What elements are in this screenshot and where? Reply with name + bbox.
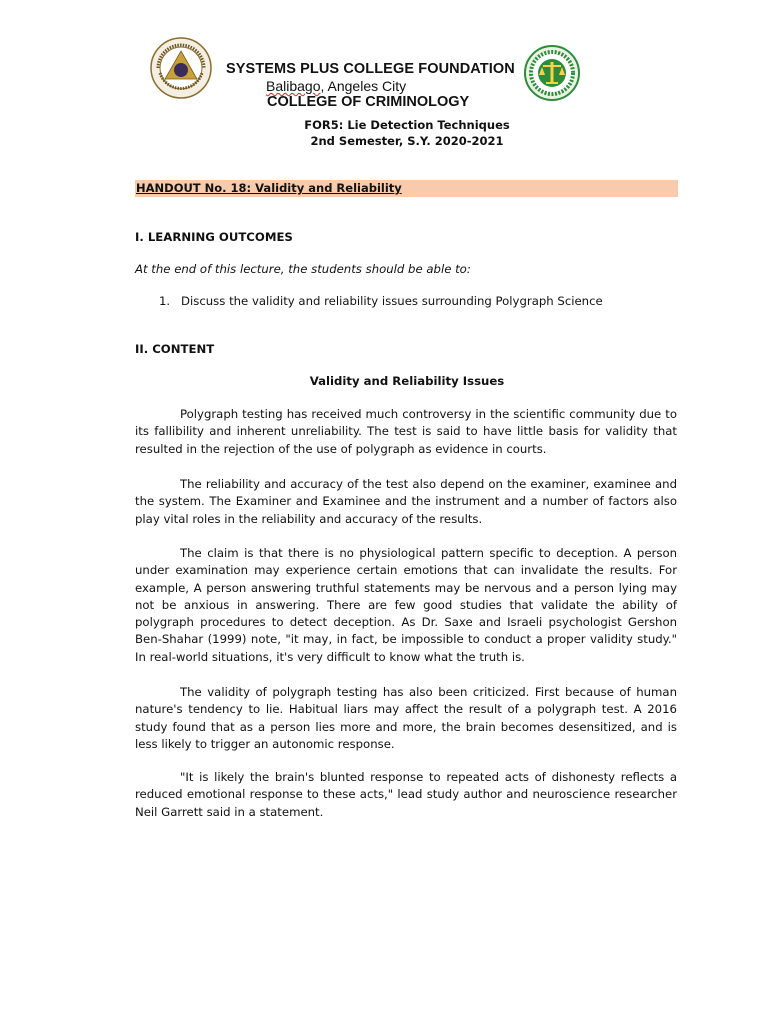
handout-title: HANDOUT No. 18: Validity and Reliability (136, 181, 402, 195)
outcome-number: 1. (159, 294, 171, 308)
section-heading-content: II. CONTENT (135, 342, 215, 356)
learning-outcomes-intro: At the end of this lecture, the students should be able to: (135, 262, 471, 276)
content-paragraph: The validity of polygraph testing has also been criticized. First because of human nature's tendency to lie. Habitual liars may affect the result of a polygraph test. A 2016 study found that as a person lies more and more, the brain becomes desensitized, and is less likely to trigger an autonomic response. (135, 685, 677, 751)
semester-label: 2nd Semester, S.Y. 2020-2021 (310, 134, 504, 148)
handout-banner (135, 180, 678, 197)
criminology-emblem-logo (518, 44, 586, 102)
institution-name: SYSTEMS PLUS COLLEGE FOUNDATION (226, 61, 515, 77)
content-subtitle: Validity and Reliability Issues (309, 374, 505, 388)
college-seal-logo (150, 37, 212, 99)
address-rest: , Angeles City (320, 78, 407, 94)
content-paragraph: Polygraph testing has received much controversy in the scientific community due to its fallibility and inherent unreliability. The test is said to have little basis for validity that resulted in the rejection of the use of polygraph as evidence in courts. (135, 407, 677, 456)
college-name: COLLEGE OF CRIMINOLOGY (267, 94, 470, 110)
address-city: Balibago (266, 78, 321, 94)
outcome-text: Discuss the validity and reliability issues surrounding Polygraph Science (181, 294, 603, 308)
content-paragraph: The claim is that there is no physiological pattern specific to deception. A person under examination may experience certain emotions that can invalidate the results. For example, A person answering truthful statements may be nervous and a person lying may not be anxious in answering. There are few good studies that validate the ability of polygraph procedures to detect deception. As Dr. Saxe and Israeli psychologist Gershon Ben-Shahar (1999) note, "it may, in fact, be impossible to conduct a proper validity study." In real-world situations, it's very difficult to know what the truth is. (135, 546, 677, 664)
section-heading-learning-outcomes: I. LEARNING OUTCOMES (135, 230, 293, 244)
course-title: FOR5: Lie Detection Techniques (304, 118, 510, 132)
content-paragraph: "It is likely the brain's blunted response to repeated acts of dishonesty reflects a reduced emotional response to these acts," lead study author and neuroscience researcher Neil Garrett said in a statement. (135, 770, 677, 819)
institution-address (266, 78, 406, 94)
content-paragraph: The reliability and accuracy of the test also depend on the examiner, examinee and the system. The Examiner and Examinee and the instrument and a number of factors also play vital roles in the reliability and accuracy of the results. (135, 477, 677, 526)
